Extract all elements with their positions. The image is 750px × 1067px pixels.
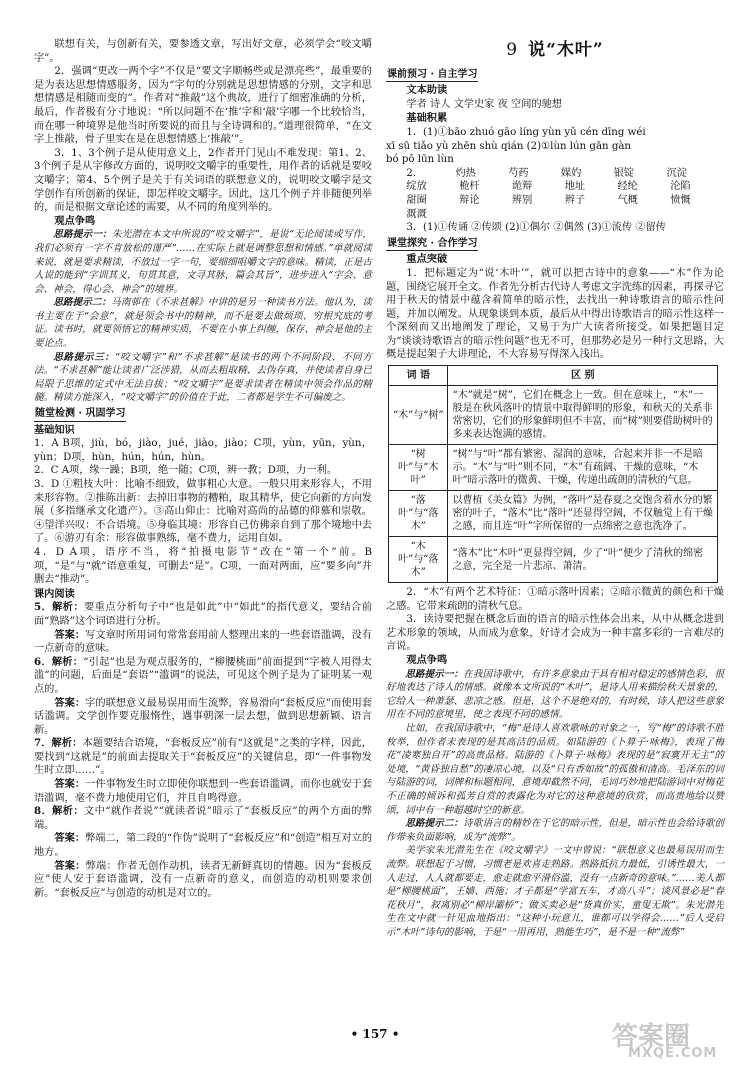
table-cell-term: “木叶”与“落木”	[389, 537, 448, 583]
label: 答案：	[54, 832, 86, 845]
text: 马南邨在《不求甚解》中讲的是另一种读书方法。他认为，读书主要在于“会意”，就是领会书中的精神，而不是要去做烦琐、穷根究底的考证。读书时，就要领悟它的精神实质，不要在小事上纠缠，保存、神会是他的主要论点。	[34, 297, 373, 350]
heading: 文本助读	[406, 84, 448, 97]
right-column	[386, 38, 724, 940]
paragraph: 美学家朱光潜先生在《咬文嚼字》一文中曾说：“联想意义也最易误用而生流弊。联想起于习惯，习惯老是欢喜走熟路。熟路抵抗力最低，引诱性最大，一人走过，人人就都要走，愈走就愈平滑俗滥，没有一点新奇的意味。”……美人都是“柳腰桃面”，王嫱、西施；才子都是“学富五车，才高八斗”；谈风景必是“春花秋月”，叙离别必“柳岸灞桥”；做买卖必是“货真价实，童叟无欺”。朱光潜先生在文中就一针见血地指出：“这种小玩意儿，谁都可以学得会……”后人受启示“木叶”诗句的影响，于是“一用再用，熟能生巧”，是不是一种“流弊”	[386, 845, 724, 938]
vocab-item: 绽放	[406, 181, 427, 193]
pinyin-line: bó pō lūn lùn	[386, 154, 454, 166]
answer: 3．(1)①传诵 ②传颂 (2)①偶尔 ②偶然 (3)①流传 ②留传	[406, 222, 666, 234]
label: 思路提示二：	[53, 297, 112, 309]
label: 答案：	[54, 696, 86, 709]
text: 本题要结合语境，“套板反应”前有“这就是”之类的字样，因此，要找到“这就是”的前面去提取关于“套板反应”的关键信息，即“一件事物发生时立即……”。	[34, 738, 372, 777]
vocab-list	[386, 167, 724, 221]
text: 弊端：作者无创作动机，读者无新鲜真切的情趣。因为“套板反应”使人安于套语滥调，没有一点新奇的意义，而创造的动机则要求创新。“套板反应”与创造的动机是对立的。	[34, 860, 372, 899]
vocab-item: 经纶	[617, 181, 638, 193]
vocab-item: 灼热	[455, 167, 476, 179]
table-row	[389, 386, 718, 445]
paragraph	[34, 228, 372, 296]
text: “引起”也是为观点服务的，“柳腰桃面”前面提到“字被人用得太滥”的问题，后面是“套语”“滥调”的说法，可见这个例子是为了证明某一观点的。	[34, 656, 372, 695]
paragraph: 1．把标题定为“说‘木叶’”，就可以把古诗中的意象——“木”作为论题，围绕它展开全文。作者先分析古代诗人考虑文字洗练的因素，再探寻它用于秋天的情景中蕴含着简单的暗示性，去找出一种诗歌语言的暗示性问题，并加以阐发。从现象谈到本质，最后从中得出诗歌语言的暗示性这样一个深刻而又出地阐发了理论，又易于为广大读者所接受。如果把题目定为“谈谈诗歌语言的暗示性问题”也无不可，但那势必是另一种行文思路，大概是提起架子大讲理论，不大容易写得深入浅出。	[386, 267, 724, 361]
answer	[34, 629, 372, 656]
text: “咬文嚼字”和“不求甚解”是读书的两个不同阶段、不同方法。“不求甚解”能让读者广泛涉猎，从而去粗取精、去伪存真，并使读者自身已局限于思维的定式中无法自拔；“咬文嚼字”是要求读者在精读中领会作品的精髓。精读方能深入，“咬文嚼字”的价值在于此，二者都是学生不可偏废之。	[34, 351, 372, 404]
text: 要重点分析句子中“也是如此”中“如此”的指代意义，要结合前面“熟路”这个词语进行分析。	[34, 602, 372, 627]
table-cell-desc: 以曹植《美女篇》为例，“落叶”是春夏之交饱含着水分的繁密的叶子，“落木”比“落叶”还显得空阔，不仅触觉上有干燥之感，而且连“叶”字所保留的一点绵密之意也洗净了。	[448, 491, 718, 537]
text: 在我国诗歌中，有许多意象由于具有相对稳定的感情色彩，很好地表达了诗人的情感。就像本文所说的“木叶”，是诗人用来描绘秋天景象的，它给人一种萧瑟、悲凉之感。但是，这个不是绝对的，有时候，诗人把这些意象用在不同的意境里，使之表现不同的感情。	[386, 668, 725, 721]
answer	[34, 601, 372, 628]
table-row	[389, 445, 718, 491]
paragraph: 2．“木”有两个艺术特征：①暗示落叶因素；②暗示微黄的颜色和干燥之感。它带来疏朗的清秋气息。	[386, 587, 724, 612]
paragraph: 比如，在我国诗歌中，“梅”是诗人喜欢歌咏的对象之一，写“梅”的诗歌不胜枚举，但作者未表现的是其高洁的品质。如陆游的《卜算子·咏梅》，表现了梅花“凌寒独自开”的高贵品格。陆游的《卜算子·咏梅》表现的是“寂寞开无主”的处境，“黄昏独自愁”的凄凉心境，以及“只有香如故”的孤傲和清高。毛泽东的词与陆游的词，词牌和标题相同，意境却截然不同，毛词巧妙地把陆游词中对梅花不正确的倾诉和孤芳自赏的表露化为对它的这种意境的欣赏，而高贵地给以赞颂，词中有一种超越时空的新意。	[386, 723, 724, 816]
text: 字的联想意义最易误用而生流弊，容易滑向“套板反应”而使用套话滥调。文学创作要克服惰性，遇事朝深一层去想，做到思想新颖、语言新。	[34, 697, 372, 736]
table-cell-desc: “落木”比“木叶”更显得空阔，少了“叶”便少了清秋的绵密之意，完全是一片悲凉、萧清。	[448, 537, 718, 583]
table-header-row	[389, 366, 718, 386]
answer	[34, 778, 372, 805]
label: 思路提示一：	[405, 668, 464, 680]
answer	[34, 656, 372, 697]
watermark-url: MXQE.COM	[628, 1046, 718, 1061]
left-column	[34, 38, 372, 900]
vocab-item: 芍药	[508, 167, 529, 179]
label: 思路提示三：	[53, 351, 115, 363]
section-header: 随堂检测 · 巩固学习	[34, 407, 126, 422]
answer: 1．A B项，jiù，bó，jiào，jué，jiào，jiào；C项，yùn，yūn，yùn，yùn；D项，hùn，hún，hún，hùn。	[34, 438, 372, 463]
label: 7．解析：	[34, 737, 83, 750]
answer: 2．C A项，缘一躁；B项，绝一随；C项，辨一教；D项，力一利。	[34, 465, 338, 477]
paragraph: 2．强调“更改一两个字”不仅是“要文字顺畅些或是漂亮些”，最重要的是为表达思想情感服务，因为“字句的分别就是思想情感的分别，文字和思想情感是相随而变的”。作者对“推敲”这个典故，进行了细密准确的分析，最后，作者极有分寸地说：“所以问题不在‘推’字和‘敲’字哪一个比较恰当，而在哪一种境界是他当时所要说的而且与全诗调和的。”道理很简单，“在文字上推敲，骨子里实在是在思想情感上‘推敲’”。	[34, 66, 372, 146]
paragraph: 联想有关，与创新有关，要参透文章，写出好文章，必须学会“咬文嚼字”。	[34, 39, 372, 64]
vocab-item: 甜圈	[406, 194, 427, 206]
text: 弊端二，第二段的“作伪”说明了“套板反应”和“创造”相互对立的地方。	[34, 833, 373, 859]
lesson-title	[386, 40, 724, 60]
table-cell-desc: “树”与“叶”都有繁密、湿润的意味，合起来并非一不是暗示。“木”与“叶”则不同，“木”有疏阔、干燥的意味，“木叶”暗示落叶的微黄、干燥，传递出疏朗的清秋的气息。	[448, 445, 718, 491]
text: 诗歌语言的精妙在于它的暗示性，但是，暗示性也会给诗歌创作带来负面影响，成为“流弊”。	[386, 818, 725, 843]
paragraph	[386, 668, 724, 722]
label: 答案：	[54, 859, 86, 872]
text: 一件事物发生时立即使你联想到一些套语滥调，而你也就安于套语滥调，毫不费力地使用它们，并且自鸣得意。	[34, 779, 373, 804]
pinyin-line: 1．(1)①bāo zhuó gāo líng yùn yǔ cén dīng wéi	[406, 126, 646, 138]
heading: 重点突破	[406, 253, 448, 266]
paragraph: 3．读诗要把握在概念后面的语言的暗示性体会出来，从中从概念进到艺术形象的领域，从而成为意象，好诗才会成为一种丰富多彩的一言难尽的言说。	[386, 614, 724, 653]
vocab-item: 桅杆	[459, 181, 480, 193]
answer	[34, 805, 372, 832]
watermark-logo: 答案圈	[612, 1022, 691, 1052]
heading: 基础积累	[406, 112, 448, 125]
section-header: 课前预习 · 自主学习	[386, 68, 478, 83]
paragraph	[34, 296, 372, 350]
table-cell-term: “树叶”与“木叶”	[389, 445, 448, 491]
vocab-item: 诡辩	[511, 181, 533, 193]
label: 6．解析：	[34, 655, 84, 668]
label: 5．解析：	[34, 601, 85, 614]
table-cell-desc: “木”就是“树”，它们在概念上一致。但在意味上，“木”一般是在秋风落叶的情景中取得鲜明的形象，和秋天的关系非常密切，它们的形象鲜明但不丰富，而“树”则要借助树叶的多来表达饱满的感情。	[448, 386, 718, 445]
vocab-item: 溉溉	[406, 208, 427, 220]
answer: 3．D ①粗枝大叶：比喻不细致，做事粗心大意。一般只用来形容人，不用来形容物。②推陈出新：去掉旧事物的糟粕，取其精华，使它向新的方向发展（多指继承文化遗产）。③高山仰止：比喻对高尚的品德的仰慕和崇敬。④望洋兴叹：不合语境。⑤身临其境：形容自己仿佛亲自到了那个境地中去了。⑥游刃有余：形容做事熟练，毫不费力，运用自如。	[34, 479, 372, 545]
comparison-table	[388, 365, 718, 583]
vocab-item: 地址	[564, 181, 586, 193]
text: 朱光潜在本文中所说的“咬文嚼字”，是说“无论阅读或写作，我们必须有一字不肯放松的谨严”……在实际上就是调整思想和情感。”单就阅读来说，就是要求精读，不放过一字一句，要细细咀嚼文字的意味。精读，正是古人说的能到“字训其义，句贯其意，文寻其脉，篇会其旨”，进步进入“字会、意会、神会，得心会、神会”的境界。	[34, 229, 372, 295]
subheading: 观点争鸣	[406, 654, 448, 667]
vocab-item: 银锭	[613, 167, 635, 179]
table-row	[389, 537, 718, 583]
table-row	[389, 491, 718, 537]
vocab-item: 辩论	[459, 194, 480, 206]
table-header: 区 别	[448, 366, 718, 386]
terms: 学者 诗人 文学史家 夜 空间的驰想	[406, 98, 562, 110]
paragraph	[386, 817, 724, 844]
vocab-item: 沦陷	[670, 181, 691, 193]
paragraph: 3．1、3个例子是从使用意义上，2作者开门见山不难发现：第1、2、3个例子是从字修改方面的，说明咬文嚼字的重要性，用作者的话就是要咬文嚼字；第4、5个例子是关于有关词语的联想意义的，说明咬文嚼字是文学创作有所创新的保证，即怎样咬文嚼字。因此，这几个例子并非随便列举的，而是根据文章论述的需要，从不同的角度列举的。	[34, 147, 372, 214]
lesson-title-text: 说“木叶”	[528, 40, 604, 60]
answer	[34, 860, 372, 901]
text: 文中“就作者说”“就读者说”暗示了“套板反应”的两个方面的弊端。	[34, 806, 373, 831]
table-cell-term: “落叶”与“落木”	[389, 491, 448, 537]
table-header: 词 语	[389, 366, 448, 386]
vocab-item: 辫子	[564, 194, 586, 206]
label: 答案：	[54, 778, 86, 791]
answer	[34, 832, 372, 859]
lesson-number: 9	[506, 40, 519, 60]
label: 答案：	[54, 628, 86, 641]
table-cell-term: “木”与“树”	[389, 386, 448, 445]
heading: 基础知识	[34, 423, 75, 436]
subheading: 观点争鸣	[54, 214, 96, 227]
answer: 4．D A项，语序不当，将“拍摄电影节”改在“第一个”前。B项，“是”与“就”语意重复，可删去“是”。C项，一面对两面，应“要多向”并删去“推动”。	[34, 546, 372, 586]
label: 思路提示一：	[53, 229, 112, 241]
label: 思路提示二：	[405, 818, 464, 830]
page-number: • 157 •	[350, 1027, 400, 1041]
heading: 课内阅读	[34, 587, 75, 600]
answer	[34, 737, 372, 778]
section-header: 课堂探究 · 合作学习	[386, 237, 478, 252]
vocab-item: 媒妁	[560, 167, 582, 179]
vocab-lead: 2．	[406, 167, 424, 179]
vocab-item: 辨别	[511, 194, 533, 206]
label: 8．解析：	[34, 805, 85, 818]
text: 写文章时所用词句常常套用前人整理出来的一些套语滥调，没有一点新奇的意味。	[34, 629, 373, 655]
vocab-item: 气概	[617, 194, 638, 206]
pinyin-line: xī sū tiǎo yù zhēn shù qián (2)①lùn lún gān gàn	[386, 140, 631, 152]
vocab-item: 愤慨	[670, 194, 691, 206]
answer	[34, 697, 372, 738]
vocab-item: 沉淀	[666, 167, 687, 179]
paragraph	[34, 351, 372, 405]
